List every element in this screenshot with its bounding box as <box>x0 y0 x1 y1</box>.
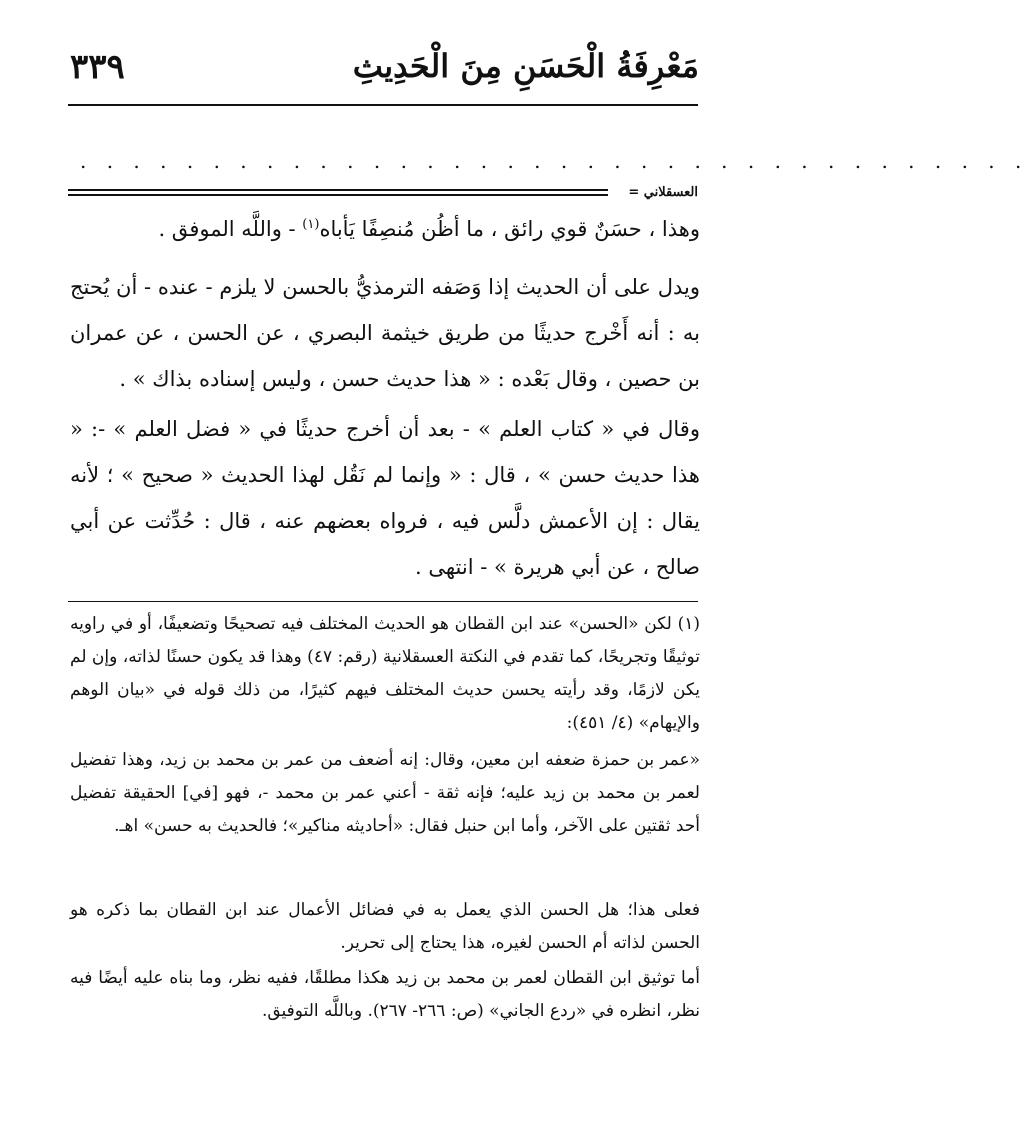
footnote-final-block <box>70 962 700 1028</box>
footnote-final: أما توثيق ابن القطان لعمر بن محمد بن زيد هكذا مطلقًا، ففيه نظر، وما بناه عليه أيضًا فيه نظر، انظره في «ردع الجاني» (ص: ٢٦٦- ٢٦٧). وباللَّه التوفيق. <box>70 968 700 1021</box>
footnote-rule <box>68 601 698 602</box>
header-rule <box>68 104 698 106</box>
paragraph-3: وقال في « كتاب العلم » - بعد أن أخرج حديثًا في « فضل العلم » -: « هذا حديث حسن » ، قال : « وإنما لم نَقُل لهذا الحديث « صحيح » ؛ لأنه يقال : إن الأعمش دلَّس فيه ، فرواه بعضهم عنه ، قال : حُدِّثت عن أبي صالح ، عن أبي هريرة » - انتهى . <box>70 417 700 579</box>
footnote-quote: «عمر بن حمزة ضعفه ابن معين، وقال: إنه أضعف من عمر بن محمد بن زيد، وهذا تفضيل لعمر بن محمد بن زيد عليه؛ فإنه ثقة - أعني عمر بن محمد -، فهو [في] الحقيقة تفضيل أحد ثقتين على الآخر، وأما ابن حنبل فقال: «أحاديثه مناكير»؛ فالحديث به حسن» اهـ. <box>70 750 700 836</box>
paragraph-2: ويدل على أن الحديث إذا وَصَفه الترمذيُّ بالحسن لا يلزم - عنده - أن يُحتج به : أنه أَخْرج حديثًا من طريق خيثمة البصري ، عن الحسن ، عن عمران بن حصين ، وقال بَعْده : « هذا حديث حسن ، وليس إسناده بذاك » . <box>70 275 700 391</box>
main-text <box>70 206 700 252</box>
footnote-1: (١) لكن «الحسن» عند ابن القطان هو الحديث المختلف فيه تصحيحًا وتضعيفًا، أو في راويه توثيقًا وتجريحًا، كما تقدم في النكتة العسقلانية (رقم: ٤٧) وهذا قد يكون حسنًا لذاته، وإن لم يكن لازمًا، وقد رأيته يحسن حديث المختلف فيهم كثيرًا، من ذلك قوله في «بيان الوهم والإيهام» (٤/ ٤٥١): <box>70 614 701 733</box>
page-number: ٣٣٩ <box>70 47 125 87</box>
double-rule <box>68 189 608 196</box>
separator-dots: . . . . . . . . . . . . . . . . . . . . . . . . . . . . . . . . . . . . <box>80 149 1028 173</box>
commentary-divider <box>68 182 698 204</box>
footnote-reference[interactable]: (١) <box>302 217 320 232</box>
commentary-label: العسقلاني = <box>622 182 698 204</box>
footnotes-block <box>70 608 700 740</box>
footnote-quote-block <box>70 744 700 843</box>
footnote-note: فعلى هذا؛ هل الحسن الذي يعمل به في فضائل الأعمال عند ابن القطان بما ذكره هو الحسن لذاته أم الحسن لغيره، هذا يحتاج إلى تحرير. <box>70 900 700 953</box>
running-head: مَعْرِفَةُ الْحَسَنِ مِنَ الْحَدِيثِ <box>352 47 699 85</box>
paragraph-1 <box>70 206 700 252</box>
footnote-note-block <box>70 894 700 960</box>
paragraph-1-ending: - واللَّه الموفق . <box>158 217 303 241</box>
main-text-paragraph-2 <box>70 264 700 402</box>
main-text-paragraph-3 <box>70 406 700 590</box>
paragraph-1-text: وهذا ، حسَنٌ قوي رائق ، ما أظُن مُنصِفًا يَأباه <box>319 217 700 241</box>
